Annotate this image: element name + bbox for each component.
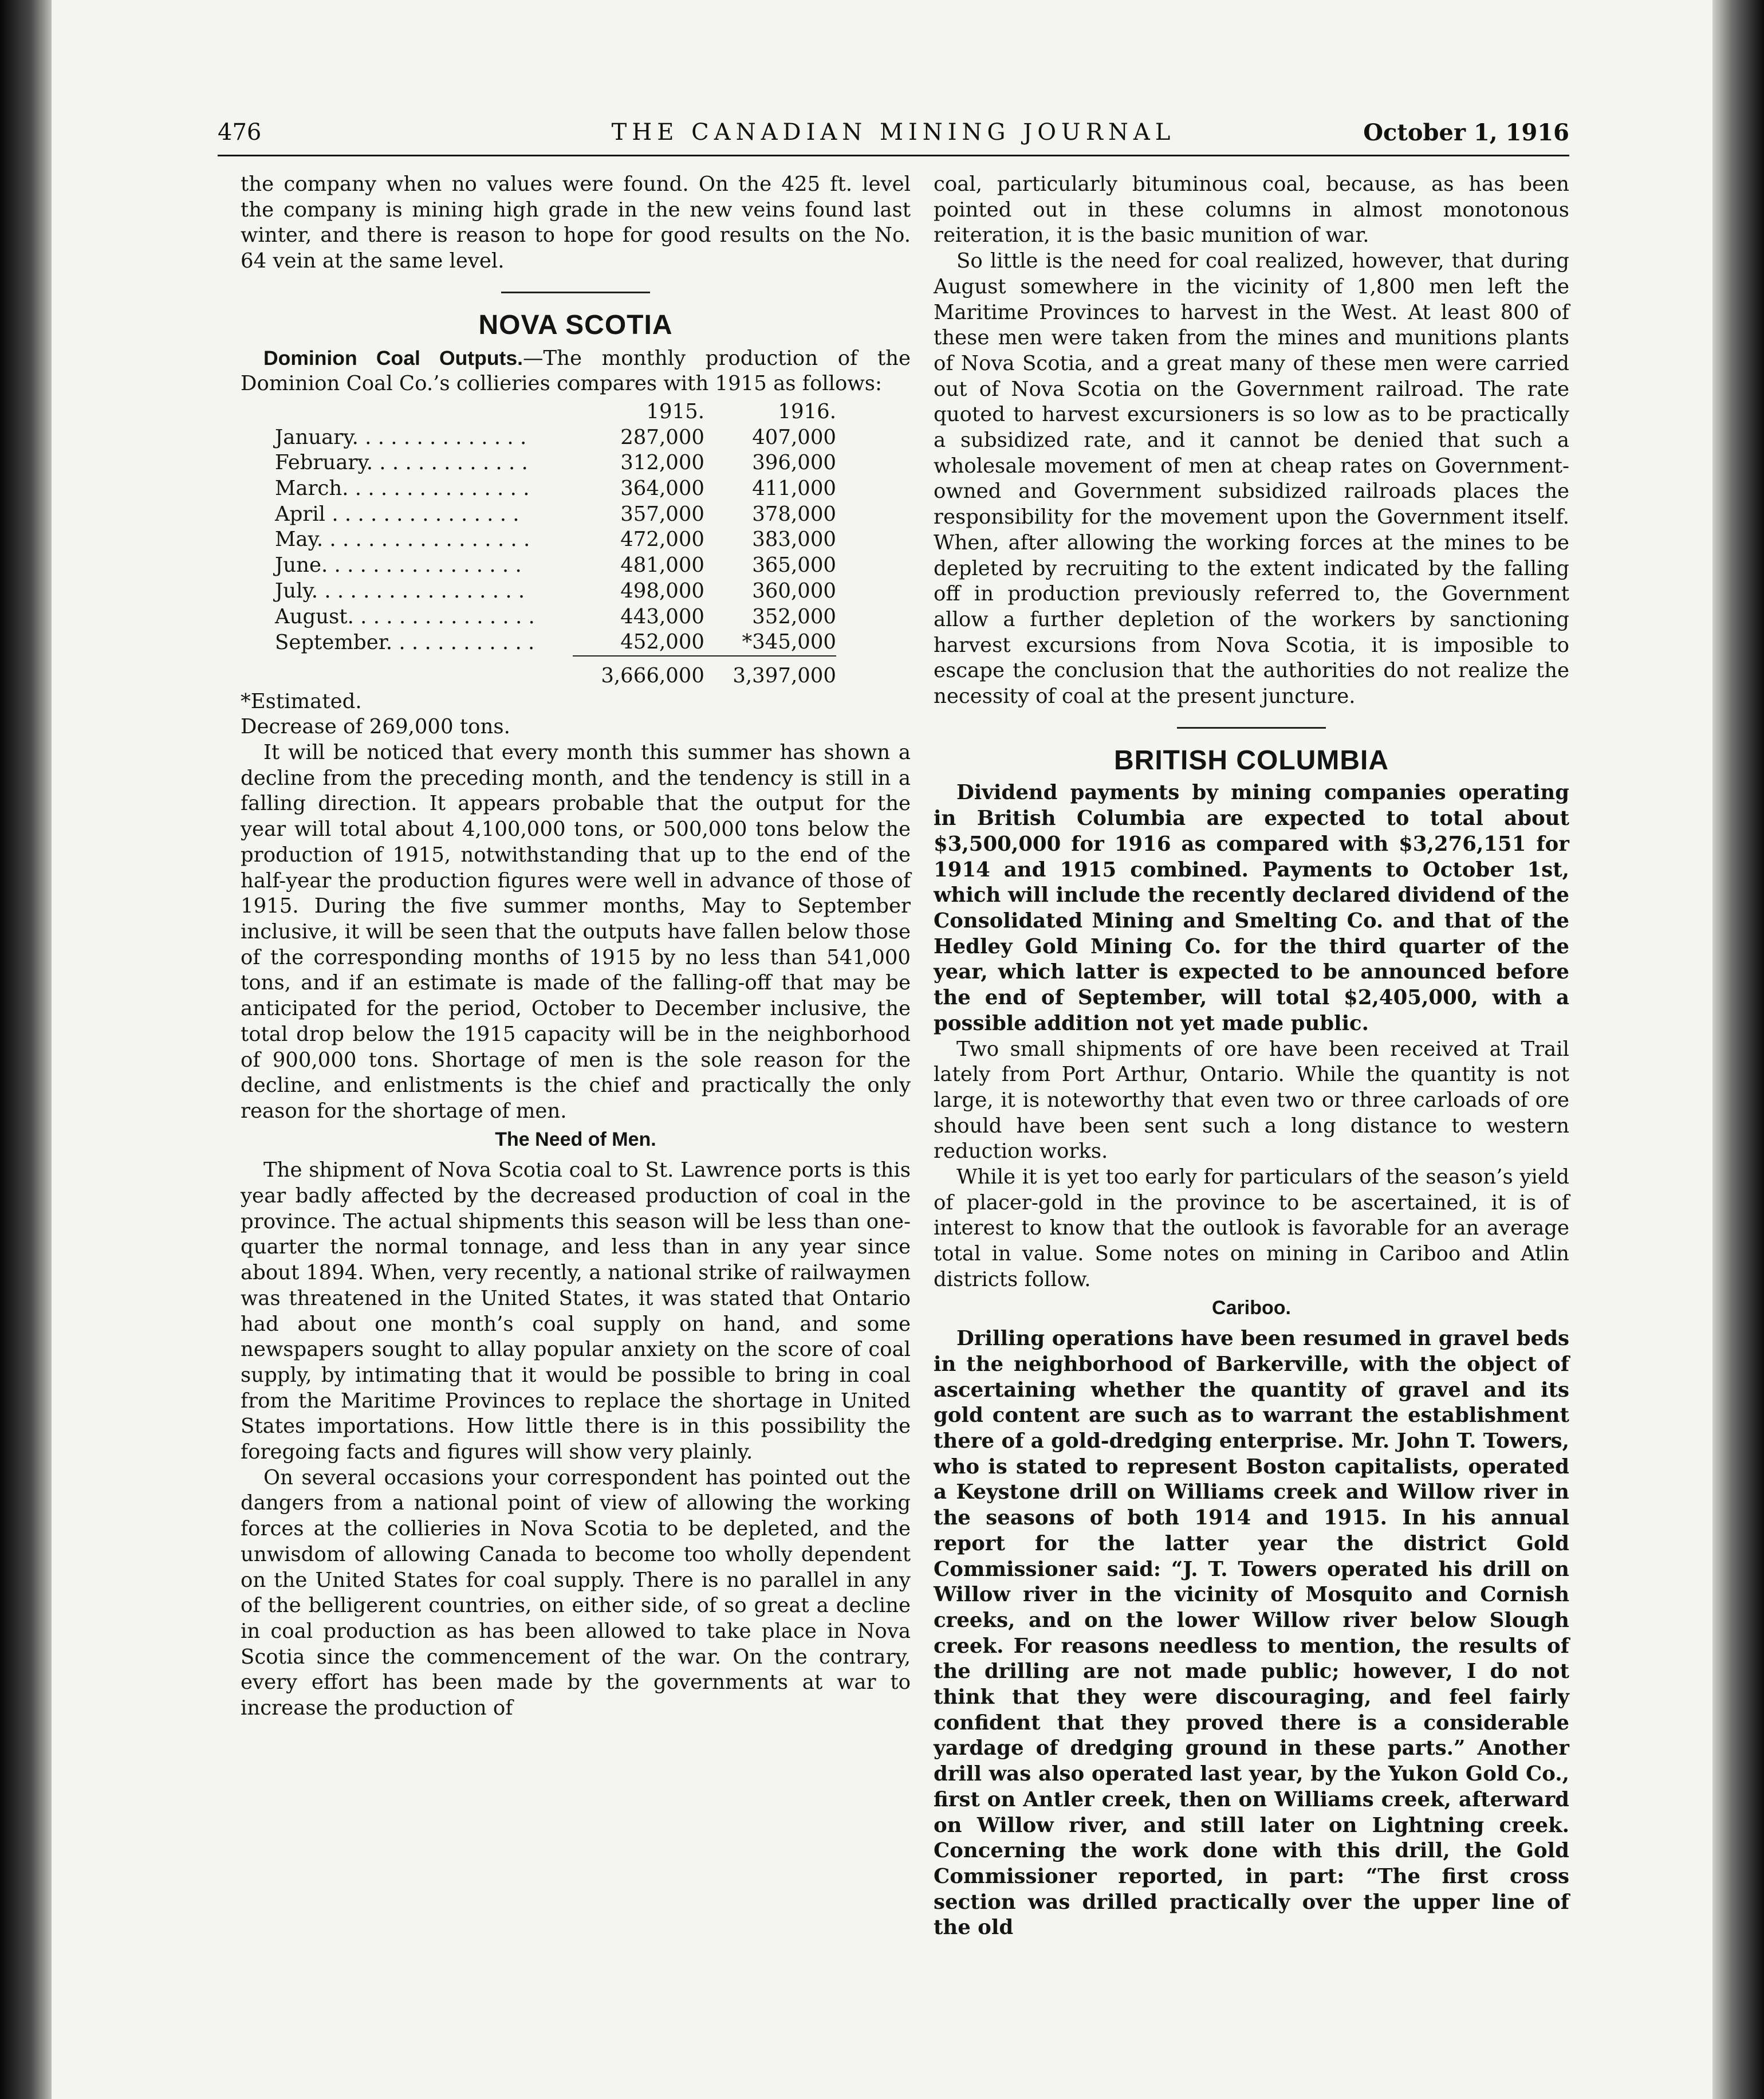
decrease-note: Decrease of 269,000 tons.	[241, 715, 510, 739]
subhead-cariboo: Cariboo.	[1212, 1296, 1291, 1319]
scan-right-gutter	[1712, 0, 1764, 2099]
coal-output-table	[275, 399, 836, 689]
body-paragraph: Drilling operations have been resumed in gravel beds in the neighborhood of Barkerville, with the object of ascertaining whether the quantity of gravel and its gold content are such as to warrant the establishment there of a gold-dredging enterprise. Mr. John T. Towers, who is stated to represent Boston capitalists, operated a Keystone drill on Williams creek and Willow river in the seasons of both 1914 and 1915. In his annual report for the latter year the district Gold Commissioner said: “J. T. Towers operated his drill on Willow river in the vicinity of Mosquito and Cornish creeks, and on the lower Willow river below Slough creek. For reasons needless to mention, the results of the drilling are not made public; however, I do not think that they were discouraging, and feel fairly confident that they proved there is a considerable yardage of dredging ground in these parts.” Another drill was also operated last year, by the Yukon Gold Co., first on Antler creek, then on Williams creek, afterward on Willow river, and still later on Lightning creek. Concerning the work done with this drill, the Gold Commissioner reported, in part: “The first cross section was drilled practically over the upper line of the old	[934, 1327, 1569, 1940]
intro-paragraph: the company when no values were found. On the 425 ft. level the company is mining high grade in the new veins found last winter, and there is reason to hope for good results on the No. 64 vein at the same level.	[241, 172, 911, 273]
body-paragraph: So little is the need for coal realized, however, that during August somewhere in the vicinity of 1,800 men left the Maritime Provinces to harvest in the West. At least 800 of these men were taken from the mines and munitions plants of Nova Scotia, and a great many of these men were carried out of Nova Scotia on the Government railroad. The rate quoted to harvest excursioners is so low as to be practically a subsidized rate, and it cannot be denied that such a wholesale movement of men at cheap rates on Government-owned and Government subsidized railroads places the responsibility for the movement upon the Government itself. When, after allowing the working forces at the mines to be depleted by recruiting to the extent indicated by the falling off in production previously referred to, the Government allow a further depletion of the workers by sanctioning harvest excursions from Nova Scotia, it is imposible to escape the conclusion that the authorities do not realize the necessity of coal at the present juncture.	[934, 249, 1569, 709]
total-1916: 3,397,000	[722, 656, 836, 689]
value-1916: 407,000	[752, 425, 836, 449]
value-1915: 498,000	[620, 579, 704, 603]
month-cell: July. . . . . . . . . . . . . . . . .	[275, 579, 525, 603]
month-cell: September. . . . . . . . . . . .	[275, 630, 535, 654]
scan-left-gutter	[0, 0, 52, 2099]
value-1915: 364,000	[620, 477, 704, 501]
value-1916: *345,000	[742, 630, 836, 654]
section-title-british-columbia: BRITISH COLUMBIA	[1114, 745, 1389, 776]
table-row	[275, 450, 836, 476]
divider-rule	[501, 292, 650, 293]
table-row	[275, 476, 836, 502]
body-paragraph: While it is yet too early for particulars of the season’s yield of placer-gold in the province to be ascertained, it is of interest to know that the outlook is favorable for an average total in value. Some notes on mining in Cariboo and Atlin districts follow.	[934, 1165, 1569, 1291]
value-1916: 378,000	[752, 502, 836, 526]
value-1916: 360,000	[752, 579, 836, 603]
value-1915: 452,000	[620, 630, 704, 654]
month-cell: March. . . . . . . . . . . . . . .	[275, 477, 530, 501]
value-1916: 365,000	[752, 553, 836, 577]
lead-text: —The monthly production of the Dominion Coal Co.’s collieries compares with 1915 as follows:	[241, 346, 911, 396]
continued-paragraph: coal, particularly bituminous coal, because, as has been pointed out in these columns in almost monotonous reiteration, it is the basic munition of war.	[934, 172, 1569, 247]
value-1915: 357,000	[620, 502, 704, 526]
month-cell: May. . . . . . . . . . . . . . . . .	[275, 528, 530, 552]
value-1916: 352,000	[752, 604, 836, 628]
table-total-row	[275, 656, 836, 689]
value-1915: 472,000	[620, 528, 704, 552]
body-paragraph: Two small shipments of ore have been received at Trail lately from Port Arthur, Ontario. While the quantity is not large, it is noteworthy that even two or three carloads of ore should have been sent such a long distance to western reduction works.	[934, 1037, 1569, 1164]
body-paragraph: On several occasions your correspondent has pointed out the dangers from a national point of view of allowing the working forces at the collieries in Nova Scotia to be depleted, and the unwisdom of allowing Canada to become too wholly dependent on the United States for coal supply. There is no parallel in any of the belligerent countries, on either side, of so great a decline in coal production as has been allowed to take place in Nova Scotia since the commencement of the war. On the contrary, every effort has been made by the governments at war to increase the production of	[241, 1465, 911, 1720]
estimated-note: *Estimated.	[241, 689, 362, 713]
coal-outputs-lead	[241, 345, 911, 397]
col-header-1915: 1915.	[646, 399, 704, 423]
table-row	[275, 527, 836, 553]
value-1916: 383,000	[752, 528, 836, 552]
value-1915: 481,000	[620, 553, 704, 577]
body-paragraph: Dividend payments by mining companies operating in British Columbia are expected to total about $3,500,000 for 1916 as compared with $3,276,151 for 1914 and 1915 combined. Payments to October 1st, which will include the recently declared dividend of the Consolidated Mining and Smelting Co. and that of the Hedley Gold Mining Co. for the third quarter of the year, which latter is expected to be announced before the end of September, will total $2,405,000, with a possible addition not yet made public.	[934, 781, 1569, 1035]
month-cell: June. . . . . . . . . . . . . . . .	[275, 553, 522, 577]
table-header-row	[275, 399, 836, 425]
table-row	[275, 425, 836, 451]
run-in-heading: Dominion Coal Outputs.	[263, 346, 523, 370]
month-cell: January. . . . . . . . . . . . . .	[275, 425, 527, 449]
table-row	[275, 579, 836, 604]
left-column	[241, 172, 911, 1721]
subhead-need-of-men: The Need of Men.	[495, 1128, 656, 1150]
value-1915: 443,000	[620, 604, 704, 628]
month-cell: February. . . . . . . . . . . . .	[275, 451, 528, 475]
page-number: 476	[218, 119, 262, 146]
col-header-1916: 1916.	[778, 399, 836, 423]
month-cell: April . . . . . . . . . . . . . . .	[275, 502, 519, 526]
section-title-nova-scotia: NOVA SCOTIA	[478, 309, 673, 340]
value-1916: 411,000	[752, 477, 836, 501]
body-paragraph: It will be noticed that every month this summer has shown a decline from the preceding month, and the tendency is still in a falling direction. It appears probable that the output for the year will total about 4,100,000 tons, or 500,000 tons below the production of 1915, notwithstanding that up to the end of the half-year the production figures were well in advance of those of 1915. During the five summer months, May to September inclusive, it will be seen that the outputs have fallen below those of the corresponding months of 1915 by no less than 541,000 tons, and if an estimate is made of the falling-off that may be anticipated for the period, October to December inclusive, the total drop below the 1915 capacity will be in the neighborhood of 900,000 tons. Shortage of men is the sole reason for the decline, and enlistments is the chief and practically the only reason for the shortage of men.	[241, 741, 911, 1123]
value-1916: 396,000	[752, 451, 836, 475]
table-row	[275, 604, 836, 630]
journal-title: THE CANADIAN MINING JOURNAL	[611, 119, 1176, 146]
table-row	[275, 630, 836, 656]
page-header	[218, 115, 1569, 156]
value-1915: 312,000	[620, 451, 704, 475]
total-1915: 3,666,000	[573, 656, 722, 689]
divider-rule	[1177, 727, 1326, 729]
month-cell: August. . . . . . . . . . . . . . .	[275, 604, 535, 628]
table-row	[275, 502, 836, 528]
table-row	[275, 553, 836, 579]
value-1915: 287,000	[620, 425, 704, 449]
issue-date: October 1, 1916	[1363, 119, 1569, 146]
body-paragraph: The shipment of Nova Scotia coal to St. Lawrence ports is this year badly affected by the decreased production of coal in the province. The actual shipments this season will be less than one-quarter the normal tonnage, and less than in any year since about 1894. When, very recently, a national strike of railwaymen was threatened in the United States, it was stated that Ontario had about one month’s coal supply on hand, and some newspapers sought to allay popular anxiety on the score of coal supply, by intimating that it would be possible to bring in coal from the Maritime Provinces to replace the shortage in United States importations. How little there is in this possibility the foregoing facts and figures will show very plainly.	[241, 1158, 911, 1464]
right-column	[934, 172, 1569, 1941]
